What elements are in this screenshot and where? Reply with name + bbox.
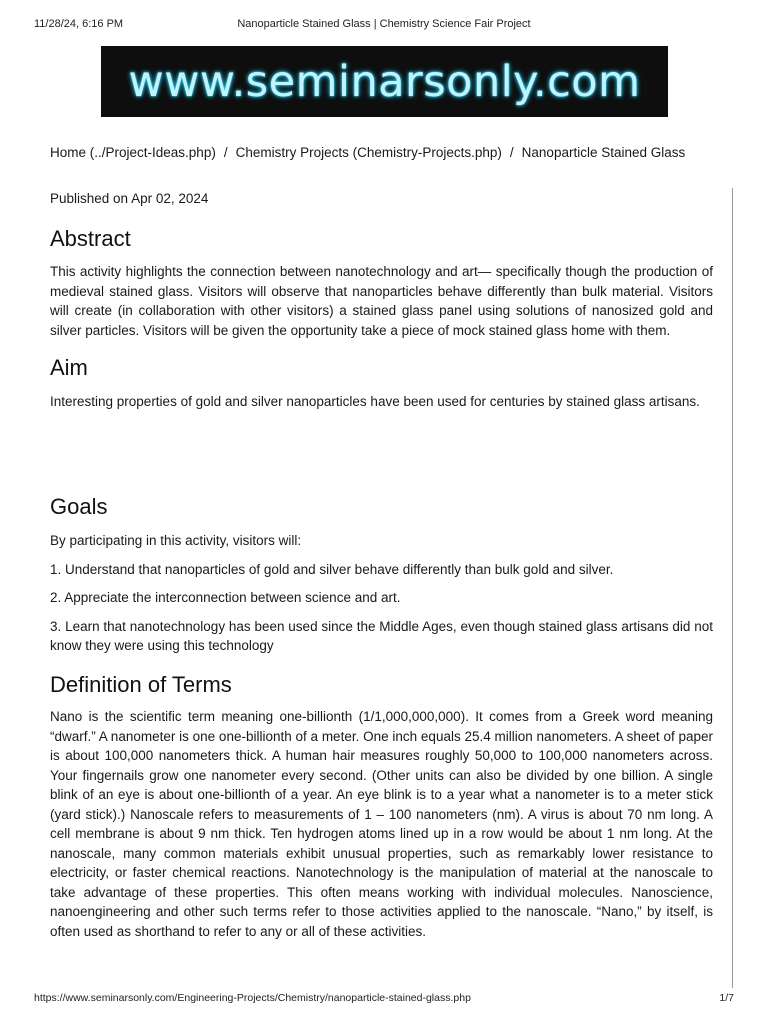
print-footer-url: https://www.seminarsonly.com/Engineering-Projects/Chemistry/nanoparticle-stained-glass.php [34, 992, 471, 1004]
scrollbar-track[interactable] [732, 188, 733, 988]
aim-heading: Aim [50, 355, 88, 380]
abstract-text: This activity highlights the connection between nanotechnology and art— specifically though the production of medieval stained glass. Visitors will observe that nanoparticles behave differently than bulk material. Visitors will create (in collaboration with other visitors) a stained glass panel using solutions of nanosized gold and silver particles. Visitors will be given the opportunity take a piece of mock stained glass home with them. [50, 264, 713, 338]
goal-item: 3. Learn that nanotechnology has been used since the Middle Ages, even though stained glass artisans did not know they were using this technology [50, 618, 713, 653]
site-banner-text: www.seminarsonly.com [128, 56, 641, 107]
breadcrumb-separator: / [509, 145, 514, 160]
print-page-title: Nanoparticle Stained Glass | Chemistry Science Fair Project [237, 18, 531, 30]
breadcrumb-home[interactable]: Home (../Project-Ideas.php) [50, 145, 216, 160]
breadcrumb-current: Nanoparticle Stained Glass [521, 145, 686, 160]
aim-section [50, 355, 713, 412]
site-banner[interactable] [101, 46, 668, 117]
goal-item: 1. Understand that nanoparticles of gold and silver behave differently than bulk gold and silver. [50, 561, 614, 577]
print-datetime: 11/28/24, 6:16 PM [34, 18, 124, 30]
breadcrumb-chemistry-projects[interactable]: Chemistry Projects (Chemistry-Projects.php) [235, 145, 502, 160]
goals-section [50, 494, 713, 656]
definitions-text: Nano is the scientific term meaning one-billionth (1/1,000,000,000). It comes from a Greek word meaning “dwarf.” A nanometer is one one-billionth of a meter. One inch equals 25.4 million nanometers. A sheet of paper is about 100,000 nanometers thick. A human hair measures roughly 50,000 to 100,000 nanometers across. Your fingernails grow one nanometer every second. (Other units can also be divided by one billion. A single blink of an eye is about one-billionth of a year. An eye blink is to a year what a nanometer is to a meter stick (yard stick).) Nanoscale refers to measurements of 1 – 100 nanometers (nm). A virus is about 70 nm long. A cell membrane is about 9 nm thick. Ten hydrogen atoms lined up in a row would be about 1 nm long. At the nanoscale, many common materials exhibit unusual properties, such as remarkably lower resistance to electricity, or faster chemical reactions. Nanotechnology is the manipulation of material at the nanoscale to take advantage of these properties. This often means working with individual molecules. Nanoscience, nanoengineering and other such terms refer to those activities applied to the nanoscale. “Nano,” by itself, is often used as shorthand to refer to any or all of these activities. [50, 709, 713, 939]
published-date: Published on Apr 02, 2024 [50, 191, 209, 206]
aim-text: Interesting properties of gold and silver nanoparticles have been used for centuries by stained glass artisans. [50, 394, 700, 409]
goal-item: 2. Appreciate the interconnection between science and art. [50, 590, 401, 605]
definitions-section [50, 672, 713, 941]
goals-heading: Goals [50, 494, 108, 519]
definitions-heading: Definition of Terms [50, 672, 232, 697]
breadcrumb [50, 145, 685, 160]
abstract-heading: Abstract [50, 226, 131, 251]
print-page-number: 1/7 [719, 992, 734, 1004]
goals-intro: By participating in this activity, visitors will: [50, 533, 302, 548]
abstract-section [50, 226, 713, 340]
breadcrumb-separator: / [223, 145, 228, 160]
print-header [34, 18, 734, 32]
